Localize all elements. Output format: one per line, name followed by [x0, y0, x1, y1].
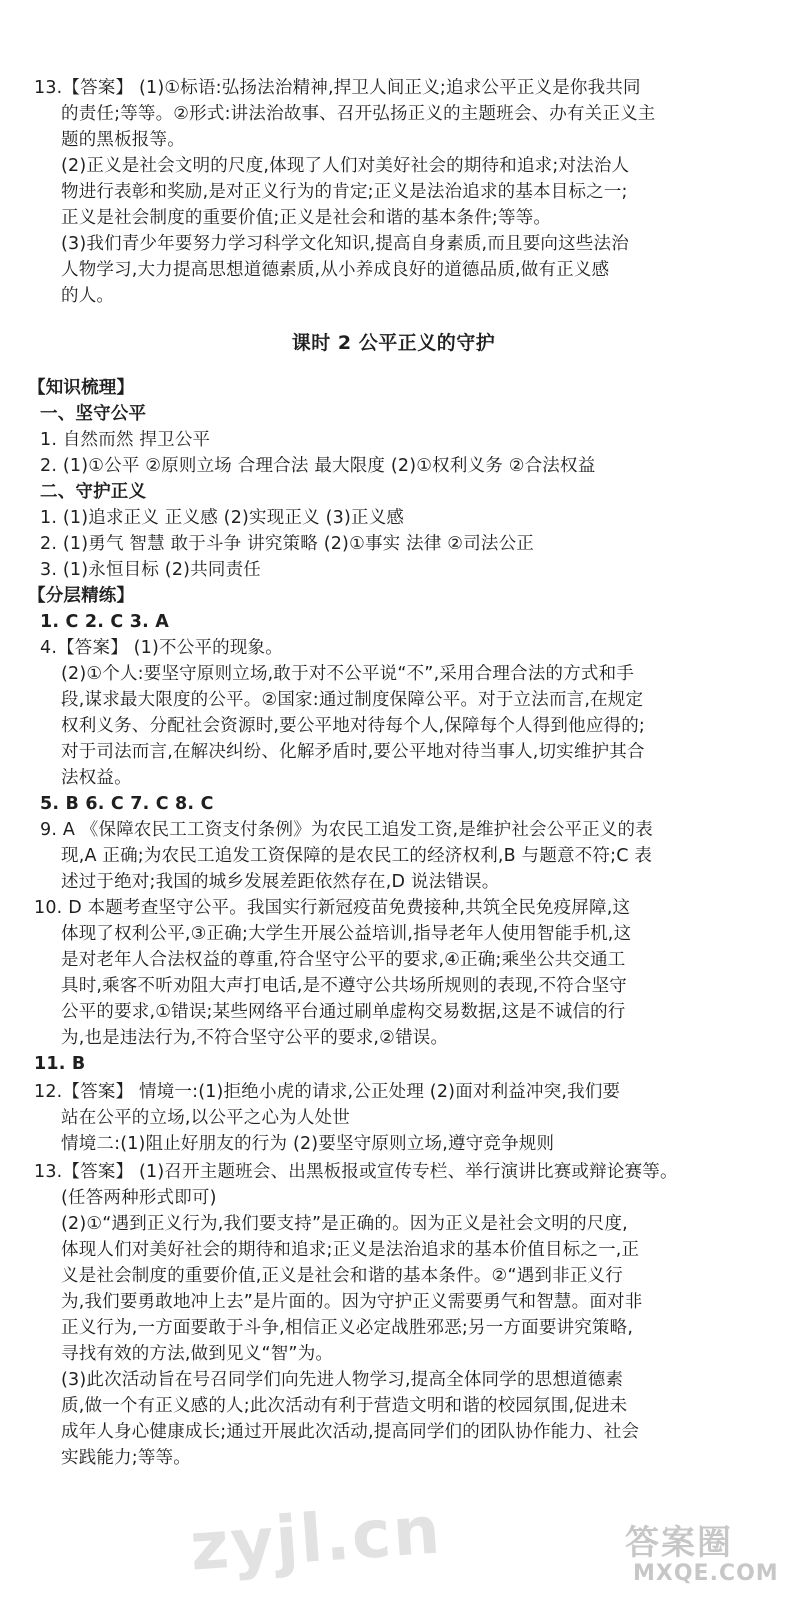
text-line: (3)我们青少年要努力学习科学文化知识,提高自身素质,而且要向这些法治 [61, 234, 629, 254]
text-line: 的责任;等等。②形式:讲法治故事、召开弘扬正义的主题班会、办有关正义主 [61, 104, 656, 124]
watermark-mxqe-url: MXQE.COM [633, 1561, 779, 1586]
text-line: 13.【答案】 (1)召开主题班会、出黑板报或宣传专栏、举行演讲比赛或辩论赛等。 [34, 1162, 678, 1182]
text-line: 情境二:(1)阻止好朋友的行为 (2)要坚守原则立场,遵守竞争规则 [61, 1134, 555, 1154]
text-line: 9. A 《保障农民工工资支付条例》为农民工追发工资,是维护社会公平正义的表 [40, 820, 653, 840]
text-line: 具时,乘客不听劝阻大声打电话,是不遵守公共场所规则的表现,不符合坚守 [61, 976, 627, 996]
text-line: (2)①“遇到正义行为,我们要支持”是正确的。因为正义是社会文明的尺度, [61, 1214, 628, 1234]
text-line: 是对老年人合法权益的尊重,符合坚守公平的要求,④正确;乘坐公共交通工 [61, 950, 626, 970]
section-heading: 【知识梳理】 [28, 378, 135, 398]
text-line: 成年人身心健康成长;通过开展此次活动,提高同学们的团队协作能力、社会 [61, 1422, 640, 1442]
text-line: (3)此次活动旨在号召同学们向先进人物学习,提高全体同学的思想道德素 [61, 1370, 624, 1390]
text-line: 现,A 正确;为农民工追发工资保障的是农民工的经济权利,B 与题意不符;C 表 [61, 846, 653, 866]
section-heading: 【分层精练】 [28, 586, 135, 606]
text-line: (2)正义是社会文明的尺度,体现了人们对美好社会的期待和追求;对法治人 [61, 156, 630, 176]
text-line: 2. (1)勇气 智慧 敢于斗争 讲究策略 (2)①事实 法律 ②司法公正 [40, 534, 534, 554]
text-line: 的人。 [61, 286, 115, 306]
text-line: 3. (1)永恒目标 (2)共同责任 [40, 560, 261, 580]
text-line: 实践能力;等等。 [61, 1448, 191, 1468]
subsection-heading: 二、守护正义 [40, 482, 147, 502]
text-line: 义是社会制度的重要价值,正义是社会和谐的基本条件。②“遇到非正义行 [61, 1266, 623, 1286]
text-line: 体现了权利公平,③正确;大学生开展公益培训,指导老年人使用智能手机,这 [61, 924, 632, 944]
text-line: 体现人们对美好社会的期待和追求;正义是法治追求的基本价值目标之一,正 [61, 1240, 640, 1260]
answer-line: 5. B 6. C 7. C 8. C [40, 794, 214, 814]
text-line: 法权益。 [61, 768, 132, 788]
text-line: 站在公平的立场,以公平之心为人处世 [61, 1108, 350, 1128]
text-line: 人物学习,大力提高思想道德素质,从小养成良好的道德品质,做有正义感 [61, 260, 610, 280]
text-line: 1. (1)追求正义 正义感 (2)实现正义 (3)正义感 [40, 508, 405, 528]
text-line: 权利义务、分配社会资源时,要公平地对待每个人,保障每个人得到他应得的; [61, 716, 646, 736]
text-line: 为,我们要勇敢地冲上去”是片面的。因为守护正义需要勇气和智慧。面对非 [61, 1292, 643, 1312]
text-line: 述过于绝对;我国的城乡发展差距依然存在,D 说法错误。 [61, 872, 500, 892]
text-line: 正义行为,一方面要敢于斗争,相信正义必定战胜邪恶;另一方面要讲究策略, [61, 1318, 634, 1338]
text-line: 13.【答案】 (1)①标语:弘扬法治精神,捍卫人间正义;追求公平正义是你我共同 [34, 78, 641, 98]
text-line: 对于司法而言,在解决纠纷、化解矛盾时,要公平地对待当事人,切实维护其合 [61, 742, 645, 762]
watermark-mxqe [625, 1515, 779, 1595]
text-line: 质,做一个有正义感的人;此次活动有利于营造文明和谐的校园氛围,促进未 [61, 1396, 628, 1416]
text-line: (2)①个人:要坚守原则立场,敢于对不公平说“不”,采用合理合法的方式和手 [61, 664, 635, 684]
text-line: 公平的要求,①错误;某些网络平台通过刷单虚构交易数据,这是不诚信的行 [61, 1002, 626, 1022]
text-line: 寻找有效的方法,做到见义“智”为。 [61, 1344, 334, 1364]
text-line: 物进行表彰和奖励,是对正义行为的肯定;正义是法治追求的基本目标之一; [61, 182, 628, 202]
answer-line: 11. B [34, 1054, 86, 1074]
answer-line: 1. C 2. C 3. A [40, 612, 169, 632]
watermark-zyjl: zyjl.cn [187, 1491, 445, 1586]
watermark-mxqe-title: 答案圈 [625, 1523, 733, 1563]
text-line: 为,也是违法行为,不符合坚守公平的要求,②错误。 [61, 1028, 449, 1048]
text-line: 4.【答案】 (1)不公平的现象。 [40, 638, 283, 658]
text-line: (任答两种形式即可) [61, 1188, 217, 1208]
text-line: 12.【答案】 情境一:(1)拒绝小虎的请求,公正处理 (2)面对利益冲突,我们要 [34, 1082, 621, 1102]
section-title: 课时 2 公平正义的守护 [291, 332, 496, 354]
text-line: 2. (1)①公平 ②原则立场 合理合法 最大限度 (2)①权利义务 ②合法权益 [40, 456, 596, 476]
subsection-heading: 一、坚守公平 [40, 404, 147, 424]
text-line: 题的黑板报等。 [61, 130, 185, 150]
text-line: 1. 自然而然 捍卫公平 [40, 430, 211, 450]
text-line: 段,谋求最大限度的公平。②国家:通过制度保障公平。对于立法而言,在规定 [61, 690, 644, 710]
text-line: 10. D 本题考查坚守公平。我国实行新冠疫苗免费接种,共筑全民免疫屏障,这 [34, 898, 631, 918]
text-line: 正义是社会制度的重要价值;正义是社会和谐的基本条件;等等。 [61, 208, 552, 228]
